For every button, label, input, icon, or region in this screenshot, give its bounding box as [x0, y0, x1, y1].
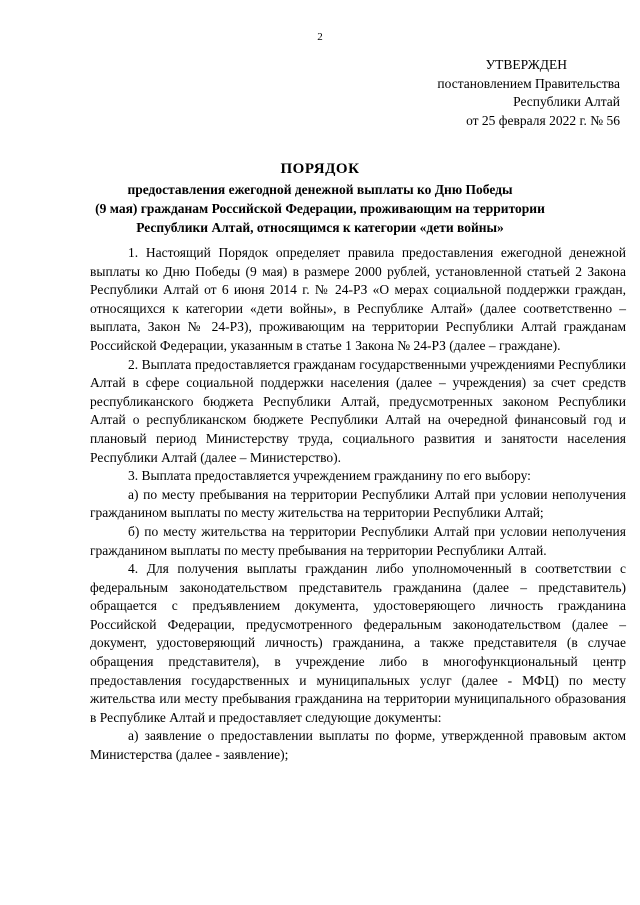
title-block [90, 160, 550, 237]
document-subtitle-line: (9 мая) гражданам Российской Федерации, проживающим на территории [95, 201, 545, 216]
document-subtitle-line: Республики Алтай, относящимся к категории «дети войны» [136, 220, 504, 235]
approval-line: от 25 февраля 2022 г. № 56 [466, 112, 620, 128]
paragraph-3a: а) по месту пребывания на территории Республики Алтай при условии неполучения гражданином выплаты по месту жительства на территории Республики Алтай; [90, 486, 626, 521]
paragraph-3: 3. Выплата предоставляется учреждением гражданину по его выбору: [128, 468, 531, 484]
approval-block [360, 56, 620, 130]
document-subtitle-line: предоставления ежегодной денежной выплаты ко Дню Победы [127, 182, 513, 197]
paragraph-2: 2. Выплата предоставляется гражданам государственными учреждениями Республики Алтай в сфере социальной поддержки населения (далее – учреждения) за счет средств республиканского бюджета Республики Алтай, предусмотренных законом Республики Алтай о республиканском бюджете Республики Алтай на очередной финансовый год и плановый период Министерству труда, социального развития и занятости населения Республики Алтай (далее – Министерство). [90, 356, 626, 465]
paragraph-4: 4. Для получения выплаты гражданин либо уполномоченный в соответствии с федеральным законодательством представитель гражданина (далее – представитель) обращается с предъявлением документа, удостоверяющего личность гражданина Российской Федерации, предусмотренного федеральным законодательством (далее – документ, удостоверяющий личность) гражданина, а также представителя (в случае обращения представителя), в учреждение либо в многофункциональный центр предоставления государственных и муниципальных услуг (далее - МФЦ) по месту жительства или месту пребывания гражданина на территории муниципального образования в Республике Алтай и предоставляет следующие документы: [90, 561, 626, 725]
document-body [90, 244, 626, 765]
approval-heading: УТВЕРЖДЕН [485, 57, 567, 72]
approval-line: Республики Алтай [513, 94, 620, 109]
paragraph-4a: а) заявление о предоставлении выплаты по форме, утвержденной правовым актом Министерства (далее - заявление); [90, 728, 626, 763]
paragraph-1: 1. Настоящий Порядок определяет правила предоставления ежегодной денежной выплаты ко Дню Победы (9 мая) в размере 2000 рублей, установленной статьей 2 Закона Республики Алтай от 6 июня 2014 г. № 24-РЗ «О мерах социальной поддержки граждан, относящихся к категории «дети войны», в Республике Алтай» (далее соответственно – выплата, Закон № 24-РЗ), проживающим на территории Республики Алтай гражданам Российской Федерации, указанным в статье 1 Закона № 24-РЗ (далее – граждане). [90, 245, 626, 353]
document-title: ПОРЯДОК [280, 161, 360, 177]
page-number: 2 [317, 31, 323, 43]
paragraph-3b: б) по месту жительства на территории Республики Алтай при условии неполучения гражданином выплаты по месту пребывания на территории Республики Алтай. [90, 523, 626, 558]
approval-line: постановлением Правительства [437, 75, 620, 91]
